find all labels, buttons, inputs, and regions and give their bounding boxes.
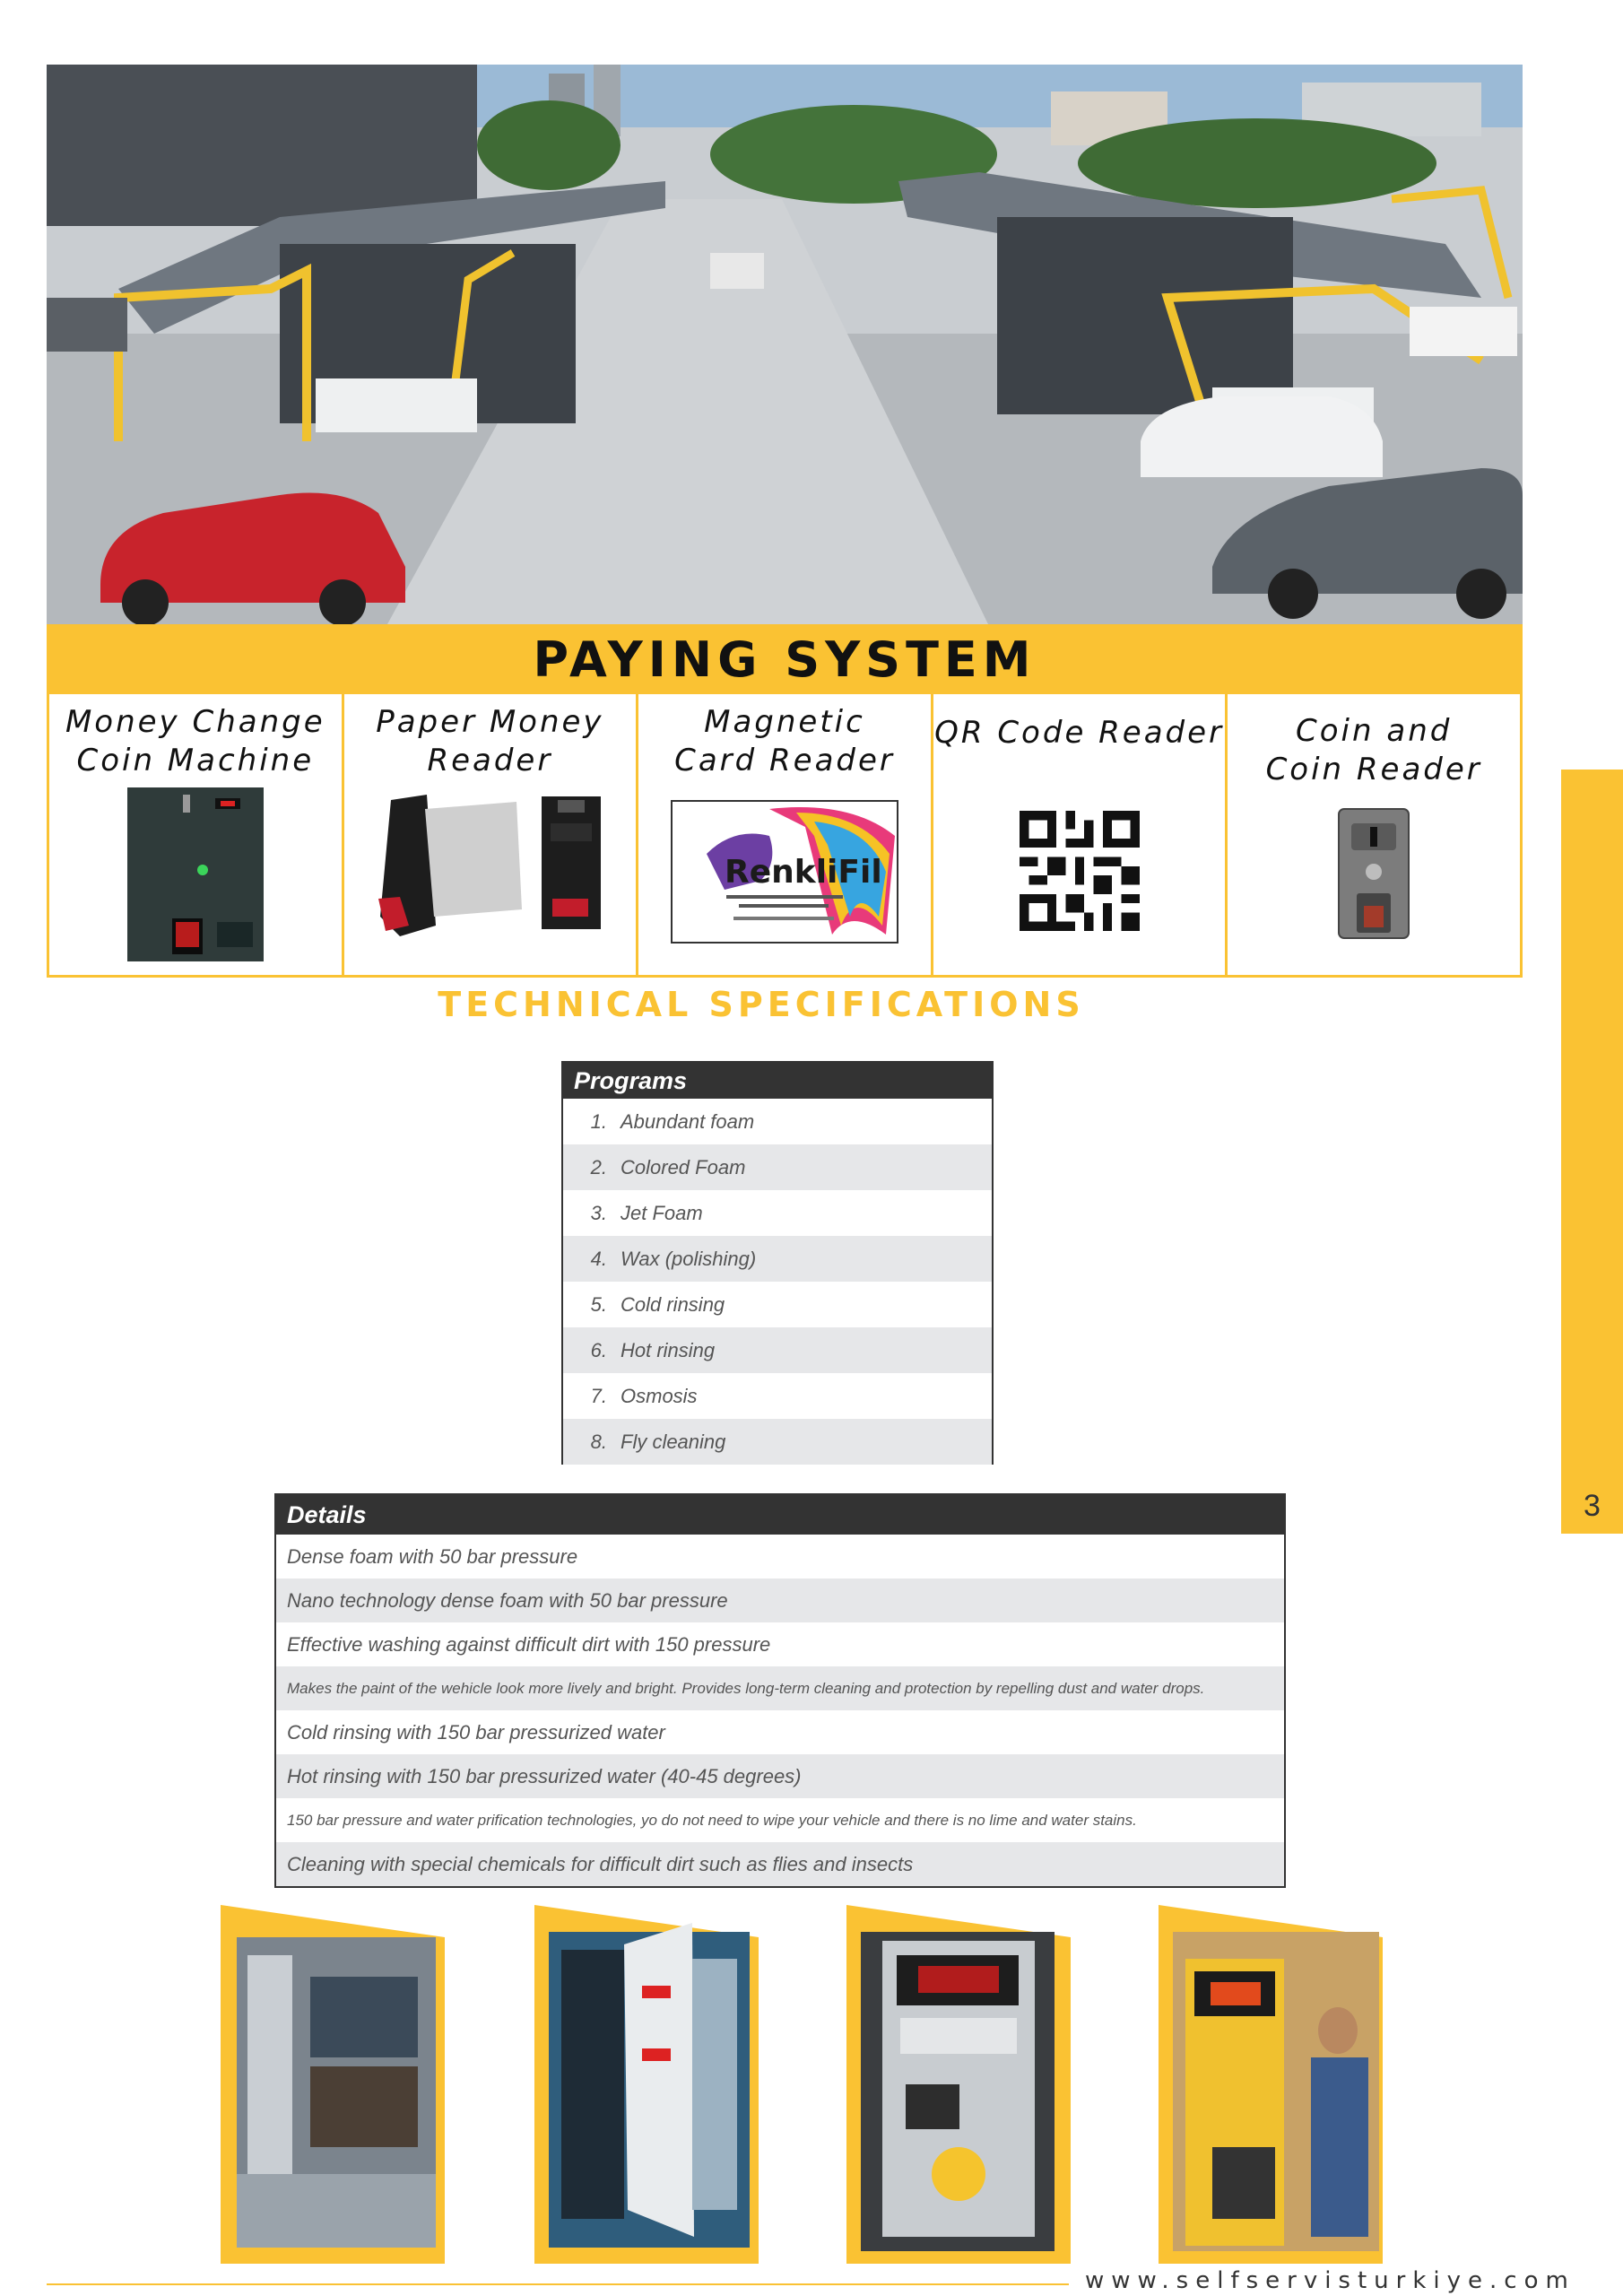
table-row (275, 1535, 1285, 1578)
technical-cabin-photo (534, 1905, 768, 2273)
detail-text: Hot rinsing with 150 bar pressurized water (40-45 degrees) (275, 1754, 1285, 1798)
program-name: Abundant foam (621, 1109, 755, 1133)
payment-method-label: Magnetic Card Reader (674, 704, 895, 778)
paying-system-banner (47, 624, 1523, 694)
payment-methods-grid (47, 694, 1523, 978)
program-name: Cold rinsing (621, 1292, 725, 1316)
program-name: Fly cleaning (620, 1419, 993, 1465)
program-number: 3. (590, 1201, 607, 1224)
card-brand-text: RenkliFil (724, 854, 882, 891)
detail-text: Effective washing against difficult dirt with 150 pressure (287, 1632, 771, 1656)
details-header: Details (275, 1494, 1285, 1535)
payment-method-label: Paper Money Reader (376, 704, 604, 778)
table-row (275, 1622, 1285, 1666)
technical-specifications-title: TECHNICAL SPECIFICATIONS (438, 985, 1085, 1024)
table-row (275, 1666, 1285, 1710)
payment-method-paper-money (344, 694, 639, 975)
table-row (562, 1373, 993, 1419)
equipment-room-photo (221, 1905, 454, 2273)
renklifil-card-image (671, 800, 898, 944)
footer-website-link[interactable]: www.selfservisturkiye.com (1085, 2267, 1575, 2294)
programs-table (561, 1061, 994, 1465)
table-row (275, 1798, 1285, 1842)
detail-text: Makes the paint of the wehicle look more lively and bright. Provides long-term cleaning and protection by repelling dust and water drops. (275, 1666, 1285, 1710)
footer-divider (47, 2283, 1069, 2285)
detail-text: Cold rinsing with 150 bar pressurized water (287, 1720, 665, 1744)
payment-method-qr-code (933, 694, 1228, 975)
paying-system-title: PAYING SYSTEM (533, 631, 1037, 688)
table-row (562, 1099, 993, 1144)
table-row (562, 1327, 993, 1373)
program-number: 1. (590, 1109, 607, 1133)
table-row (562, 1190, 993, 1236)
table-row (562, 1419, 993, 1465)
page-number: 3 (1584, 1489, 1601, 1523)
table-row (562, 1282, 993, 1327)
program-name: Colored Foam (620, 1144, 993, 1190)
table-row (275, 1842, 1285, 1887)
program-number: 7. (590, 1384, 607, 1407)
payment-method-label: Money Change Coin Machine (65, 704, 325, 778)
payment-method-magnetic-card (638, 694, 933, 975)
bill-acceptor-image (373, 791, 606, 940)
program-number: 2. (562, 1144, 620, 1190)
payment-method-money-change (49, 694, 344, 975)
coin-change-machine-image (127, 787, 264, 961)
detail-text: Cleaning with special chemicals for difficult dirt such as flies and insects (275, 1842, 1285, 1887)
program-name: Osmosis (621, 1384, 698, 1407)
program-name: Hot rinsing (620, 1327, 993, 1373)
detail-text: 150 bar pressure and water prification technologies, yo do not need to wipe your vehicle and there is no lime and water stains. (287, 1811, 1137, 1829)
car-wash-hero-photo (47, 65, 1523, 624)
table-row (275, 1754, 1285, 1798)
detail-text: Nano technology dense foam with 50 bar pressure (275, 1578, 1285, 1622)
side-tab (1561, 770, 1623, 1534)
payment-method-label: Coin and Coin Reader (1265, 713, 1482, 787)
wash-control-panel-photo (846, 1905, 1080, 2273)
coin-acceptor-image (1337, 807, 1410, 940)
programs-header: Programs (562, 1062, 993, 1099)
program-number: 6. (562, 1327, 620, 1373)
customer-at-panel-photo (1159, 1905, 1392, 2273)
program-number: 4. (562, 1236, 620, 1282)
table-row (562, 1144, 993, 1190)
payment-method-label: QR Code Reader (934, 715, 1225, 751)
program-number: 8. (562, 1419, 620, 1465)
details-table (274, 1493, 1286, 1888)
program-name: Wax (polishing) (620, 1236, 993, 1282)
qr-code-image (1020, 811, 1140, 931)
program-name: Jet Foam (621, 1201, 703, 1224)
detail-text: Dense foam with 50 bar pressure (287, 1544, 578, 1568)
table-row (275, 1578, 1285, 1622)
table-row (275, 1710, 1285, 1754)
table-row (562, 1236, 993, 1282)
program-number: 5. (590, 1292, 607, 1316)
payment-method-coin-reader (1228, 694, 1520, 975)
